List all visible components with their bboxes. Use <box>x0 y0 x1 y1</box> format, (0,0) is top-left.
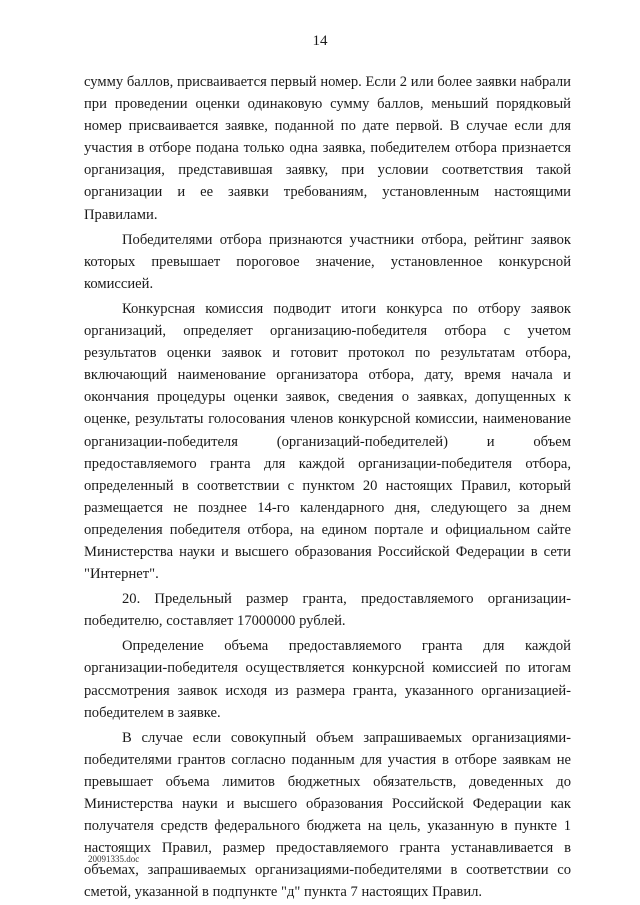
paragraph-continuation: сумму баллов, присваивается первый номер. Если 2 или более заявки набрали при проведении оценки одинаковую сумму баллов, меньший порядковый номер присваивается заявке, поданной по дате первой. В случае если для участия в отборе подана только одна заявка, победителем отбора признается организация, представившая заявку, при условии соответствия такой организации и ее заявки требованиям, установленным настоящими Правилами. <box>84 74 571 223</box>
body-text <box>84 71 571 903</box>
paragraph-commission-results: Конкурсная комиссия подводит итоги конкурса по отбору заявок организаций, определяет организацию-победителя отбора с учетом результатов оценки заявок и готовит протокол по результатам отбора, включающий наименование организатора отбора, дату, время начала и окончания процедуры оценки заявок, сведения о заявках, допущенных к оценке, результаты голосования членов конкурсной комиссии, наименование организации-победителя (организаций-победителей) и объем предоставляемого гранта для каждой организации-победителя отбора, определенный в соответствии с пунктом 20 настоящих Правил, который размещается не позднее 14-го календарного дня, следующего за днем определения победителя отбора, на едином портале и официальном сайте Министерства науки и высшего образования Российской Федерации в сети "Интернет". <box>84 300 571 583</box>
paragraph-grant-amount: Определение объема предоставляемого гранта для каждой организации-победителя осуществляется конкурсной комиссией по итогам рассмотрения заявок исходя из размера гранта, указанного организацией-победителем в заявке. <box>84 638 571 721</box>
paragraph-budget-limits: В случае если совокупный объем запрашиваемых организациями-победителями грантов согласно поданным для участия в отборе заявкам не превышает объема лимитов бюджетных обязательств, доведенных до Министерства науки и высшего образования Российской Федерации как получателя средств федерального бюджета на цель, указанную в пункте 1 настоящих Правил, размер предоставляемого гранта устанавливается в объемах, запрашиваемых организациями-победителями в соответствии со сметой, указанной в подпункте "д" пункта 7 настоящих Правил. <box>84 729 571 901</box>
footer-filename: 20091335.doc <box>88 854 140 864</box>
paragraph-clause-20: 20. Предельный размер гранта, предоставляемого организации-победителю, составляет 17000000 рублей. <box>84 591 571 630</box>
paragraph-winners: Победителями отбора признаются участники отбора, рейтинг заявок которых превышает пороговое значение, установленное конкурсной комиссией. <box>84 231 571 292</box>
page-number: 14 <box>312 33 328 49</box>
